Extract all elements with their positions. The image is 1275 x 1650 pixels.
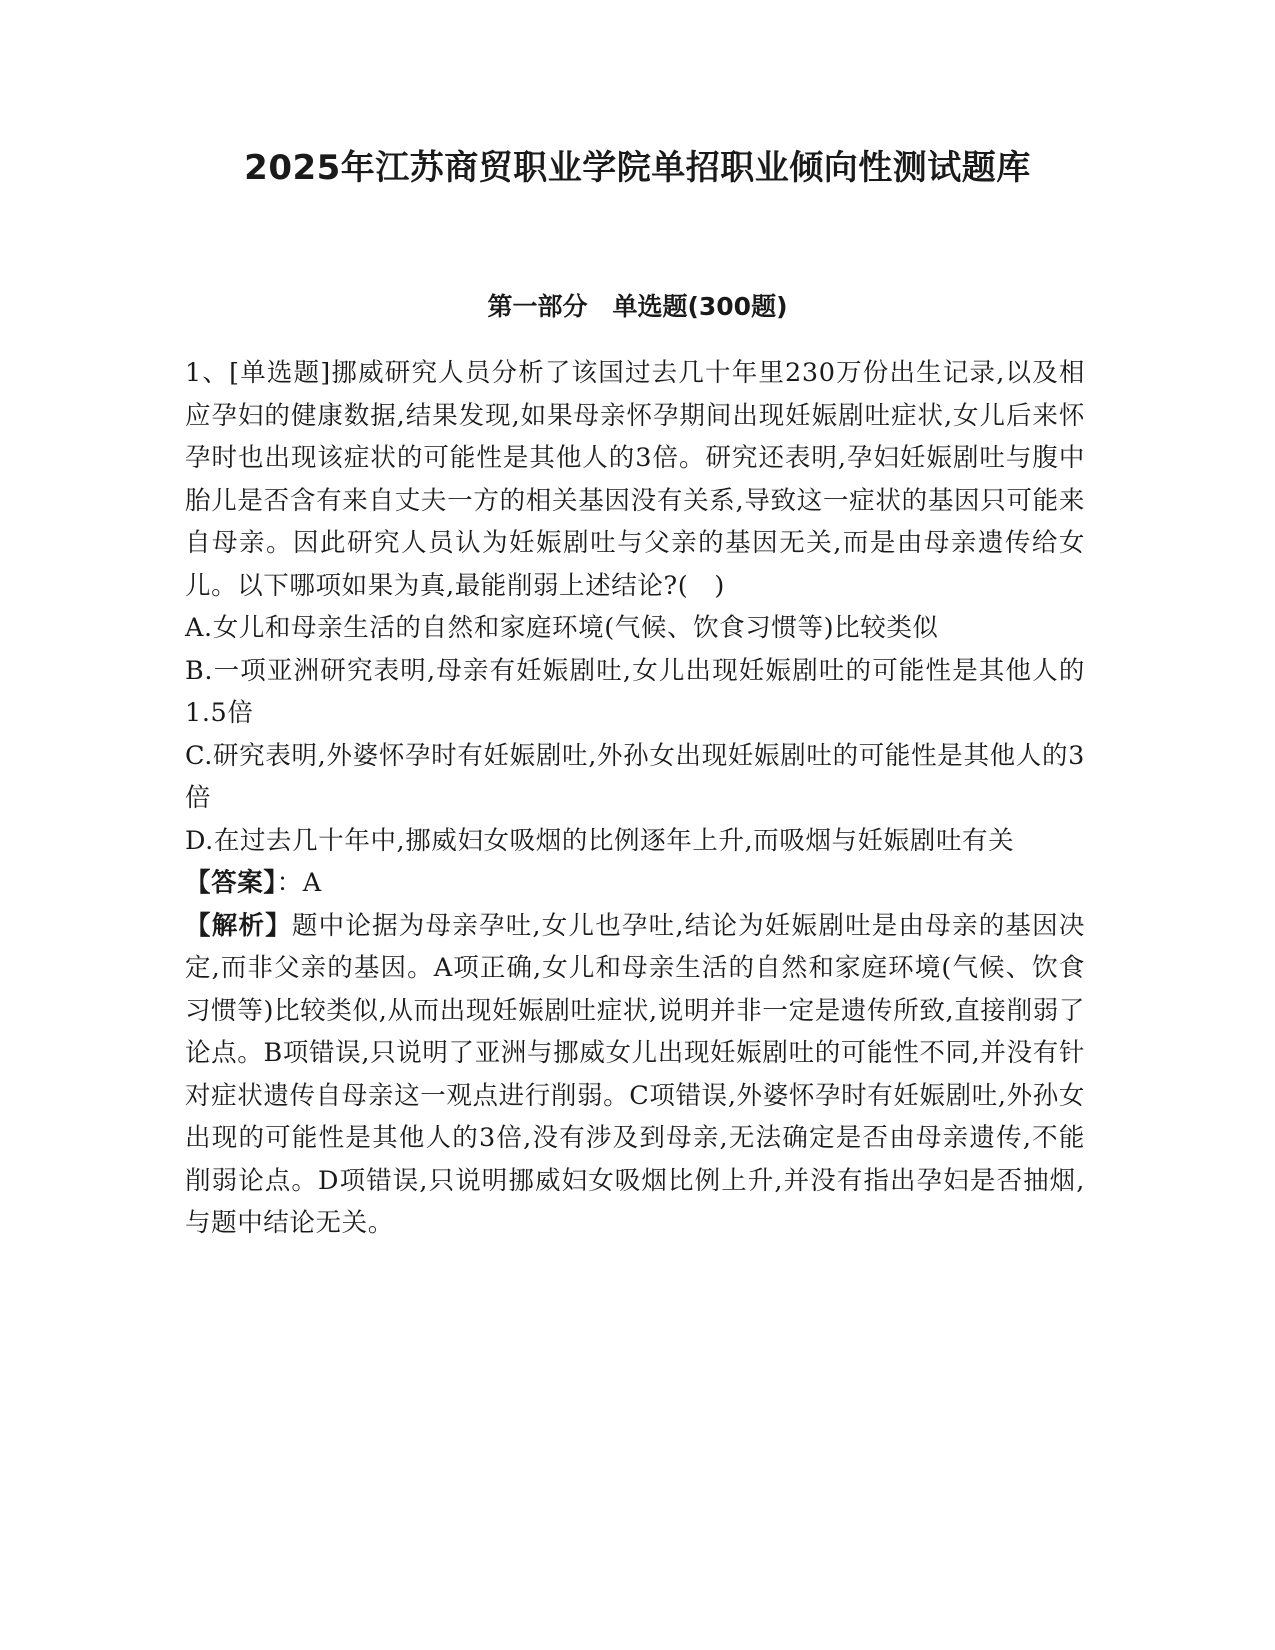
option-d: D.在过去几十年中,挪威妇女吸烟的比例逐年上升,而吸烟与妊娠剧吐有关 xyxy=(185,825,1015,856)
option-c: C.研究表明,外婆怀孕时有妊娠剧吐,外孙女出现妊娠剧吐的可能性是其他人的3倍 xyxy=(185,740,1085,813)
answer-value: ：A xyxy=(276,868,322,898)
analysis-paragraph xyxy=(185,905,1085,1245)
document-title: 2025年江苏商贸职业学院单招职业倾向性测试题库 xyxy=(244,148,1031,188)
answer-line xyxy=(185,862,1085,905)
question-stem: 1、[单选题]挪威研究人员分析了该国过去几十年里230万份出生记录,以及相应孕妇的健康数据,结果发现,如果母亲怀孕期间出现妊娠剧吐症状,女儿后来怀孕时也出现该症状的可能性是其他人的3倍。研究还表明,孕妇妊娠剧吐与腹中胎儿是否含有来自丈夫一方的相关基因没有关系,导致这一症状的基因只可能来自母亲。因此研究人员认为妊娠剧吐与父亲的基因无关,而是由母亲遗传给女儿。以下哪项如果为真,最能削弱上述结论?( ) xyxy=(185,358,1085,601)
analysis-label: 【解析】 xyxy=(185,910,292,941)
section-heading: 第一部分 单选题(300题) xyxy=(487,292,788,321)
option-b: B.一项亚洲研究表明,母亲有妊娠剧吐,女儿出现妊娠剧吐的可能性是其他人的1.5倍 xyxy=(185,655,1085,728)
answer-label: 【答案】 xyxy=(185,868,277,898)
question-block xyxy=(185,352,1085,1245)
analysis-text: 题中论据为母亲孕吐,女儿也孕吐,结论为妊娠剧吐是由母亲的基因决定,而非父亲的基因。A项正确,女儿和母亲生活的自然和家庭环境(气候、饮食习惯等)比较类似,从而出现妊娠剧吐症状,说明并非一定是遗传所致,直接削弱了论点。B项错误,只说明了亚洲与挪威女儿出现妊娠剧吐的可能性不同,并没有针对症状遗传自母亲这一观点进行削弱。C项错误,外婆怀孕时有妊娠剧吐,外孙女出现的可能性是其他人的3倍,没有涉及到母亲,无法确定是否由母亲遗传,不能削弱论点。D项错误,只说明挪威妇女吸烟比例上升,并没有指出孕妇是否抽烟,与题中结论无关。 xyxy=(185,910,1085,1238)
option-a: A.女儿和母亲生活的自然和家庭环境(气候、饮食习惯等)比较类似 xyxy=(185,613,939,643)
